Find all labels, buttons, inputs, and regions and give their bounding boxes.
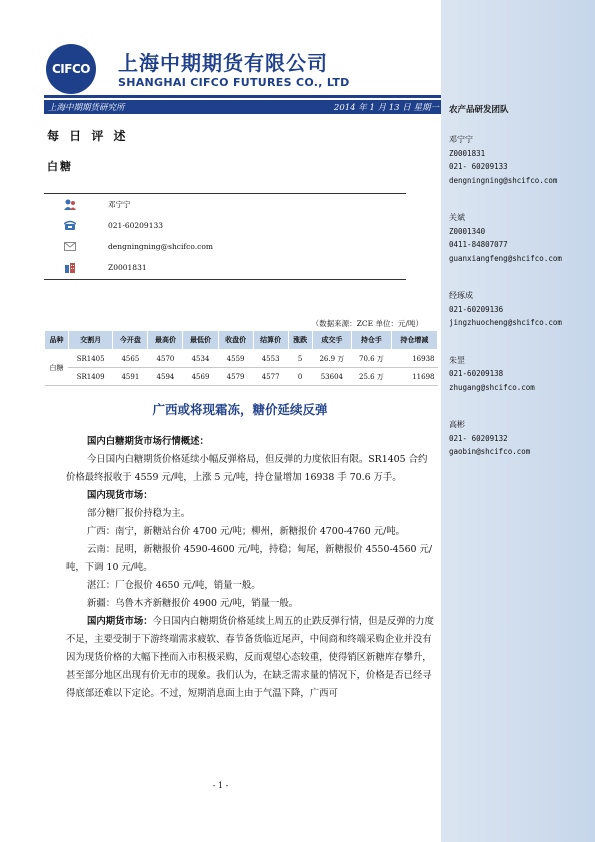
contact-card <box>449 289 595 330</box>
col-header: 交割月 <box>68 331 112 350</box>
analyst-email-row <box>64 241 213 252</box>
table-cell: 4579 <box>218 368 253 386</box>
table-cell: 0 <box>288 368 312 386</box>
table-cell: 4591 <box>113 368 148 386</box>
paragraph: 广西：南宁，新糖站台价 4700 元/吨；柳州，新糖报价 4700-4760 元/吨。 <box>87 526 405 537</box>
analyst-phone: 021-60209133 <box>108 221 164 230</box>
col-header: 品种 <box>45 331 69 350</box>
product-title: 白糖 <box>47 160 73 173</box>
analyst-phone-row <box>64 220 163 231</box>
company-name-cn: 上海中期期货有限公司 <box>118 51 328 75</box>
page-number: - 1 - <box>212 781 229 790</box>
table-cell: 26.9 万 <box>312 350 352 368</box>
contact-card <box>449 354 595 395</box>
contact-license: Z0001831 <box>449 148 486 158</box>
quote-table <box>44 330 438 386</box>
analyst-email: dengningning@shcifco.com <box>108 242 213 251</box>
research-team-sidebar <box>441 0 595 842</box>
analyst-name-row <box>64 199 131 210</box>
contact-email: gaobin@shcifco.com <box>449 447 531 456</box>
report-body <box>66 433 434 703</box>
table-cell: 16938 <box>391 350 437 368</box>
report-date: 2014 年 1 月 13 日 星期一 <box>333 103 439 113</box>
col-header: 持仓增减 <box>391 331 437 350</box>
contact-name: 邓宁宁 <box>449 135 473 144</box>
table-cell: 4559 <box>218 350 253 368</box>
inline-heading: 国内期货市场： <box>87 616 153 627</box>
col-header: 持仓手 <box>352 331 392 350</box>
building-icon <box>64 262 76 273</box>
col-header: 收盘价 <box>218 331 253 350</box>
table-header-row <box>45 331 438 350</box>
contact-license: Z0001340 <box>449 226 486 236</box>
table-cell: 4570 <box>148 350 183 368</box>
section-heading: 国内现货市场： <box>87 490 153 501</box>
paragraph: 云南：昆明，新糖报价 4590-4600 元/吨，持稳；甸尾，新糖报价 4550-4560 元/吨，下调 10 元/吨。 <box>66 544 433 573</box>
table-cell: 25.6 万 <box>352 368 392 386</box>
table-cell: 11698 <box>391 368 437 386</box>
table-cell: 53604 <box>312 368 352 386</box>
product-cell: 白糖 <box>45 350 69 386</box>
report-headline: 广西或将现霜冻，糖价延续反弹 <box>152 402 328 417</box>
section-heading: 国内白糖期货市场行情概述： <box>87 436 209 447</box>
paragraph-text: 今日国内白糖期货价格延续上周五的止跌反弹行情，但是反弹的力度不足，主要受制于下游终端需求疲软、春节备货临近尾声，中间商和终端采购企业并没有因为现货价格的大幅下挫而入市积极采购，反而观望心态较重，使得销区新糖库存攀升，甚至部分地区出现有价无市的现象。我们认为，在缺乏需求量的情况下，价格是否已经寻得底部还难以下定论。不过，短期消息面上由于气温下降，广西可 <box>66 616 434 699</box>
table-row <box>45 368 438 386</box>
header-rule <box>44 95 441 98</box>
person-icon <box>64 199 76 210</box>
contact-phone: 021-60209136 <box>449 304 504 314</box>
analyst-license-row <box>64 262 147 273</box>
contact-card <box>449 133 595 187</box>
data-source-note: （数据来源：ZCE 单位：元/吨） <box>311 319 423 328</box>
table-cell: 70.6 万 <box>352 350 392 368</box>
col-header: 结算价 <box>253 331 288 350</box>
institute-name: 上海中期期货研究所 <box>48 103 125 113</box>
table-cell: 4594 <box>148 368 183 386</box>
contact-card <box>449 418 595 459</box>
analyst-license: Z0001831 <box>108 263 147 272</box>
section-title: 每 日 评 述 <box>47 129 129 143</box>
paragraph: 部分糖厂报价持稳为主。 <box>87 508 191 519</box>
contact-email: jingzhuocheng@shcifco.com <box>449 318 562 327</box>
contact-name: 高彬 <box>449 420 465 429</box>
cifco-logo: CIFCO <box>46 44 96 94</box>
contact-name: 关斌 <box>449 213 465 222</box>
table-cell: 4534 <box>183 350 218 368</box>
contact-email: zhugang@shcifco.com <box>449 382 535 392</box>
phone-icon <box>64 220 76 231</box>
col-header: 最低价 <box>183 331 218 350</box>
contact-phone: 0411-84807077 <box>449 240 508 249</box>
mail-icon <box>64 241 76 252</box>
col-header: 最高价 <box>148 331 183 350</box>
contact-name: 经琢成 <box>449 291 473 300</box>
table-cell: 4569 <box>183 368 218 386</box>
paragraph: 湛江：厂仓报价 4650 元/吨，销量一般。 <box>87 580 261 591</box>
table-cell: 4577 <box>253 368 288 386</box>
contact-email: guanxiangfeng@shcifco.com <box>449 253 562 263</box>
divider <box>44 193 406 194</box>
analyst-name: 邓宁宁 <box>108 200 131 209</box>
table-cell: 5 <box>288 350 312 368</box>
company-name-en: SHANGHAI CIFCO FUTURES CO., LTD <box>118 76 350 89</box>
col-header: 成交手 <box>312 331 352 350</box>
contact-phone: 021- 60209133 <box>449 162 508 171</box>
sidebar-title: 农产品研发团队 <box>449 105 509 115</box>
contact-email: dengningning@shcifco.com <box>449 175 558 185</box>
contact-name: 朱罡 <box>449 355 465 365</box>
paragraph <box>66 613 434 703</box>
divider <box>44 279 406 280</box>
table-cell: SR1409 <box>68 368 112 386</box>
table-cell: SR1405 <box>68 350 112 368</box>
col-header: 涨跌 <box>288 331 312 350</box>
paragraph: 新疆：乌鲁木齐新糖报价 4900 元/吨，销量一般。 <box>87 598 299 609</box>
table-cell: 4565 <box>113 350 148 368</box>
table-cell: 4553 <box>253 350 288 368</box>
col-header: 今开盘 <box>113 331 148 350</box>
contact-phone: 021-60209138 <box>449 369 504 378</box>
table-row <box>45 350 438 368</box>
header-bar <box>44 100 441 114</box>
contact-card <box>449 211 595 265</box>
paragraph: 今日国内白糖期货价格延续小幅反弹格局，但反弹的力度依旧有限。SR1405 合约价格最终报收于 4559 元/吨，上涨 5 元/吨，持仓量增加 16938 手 70.6 万手。 <box>66 454 428 483</box>
contact-phone: 021- 60209132 <box>449 433 508 443</box>
